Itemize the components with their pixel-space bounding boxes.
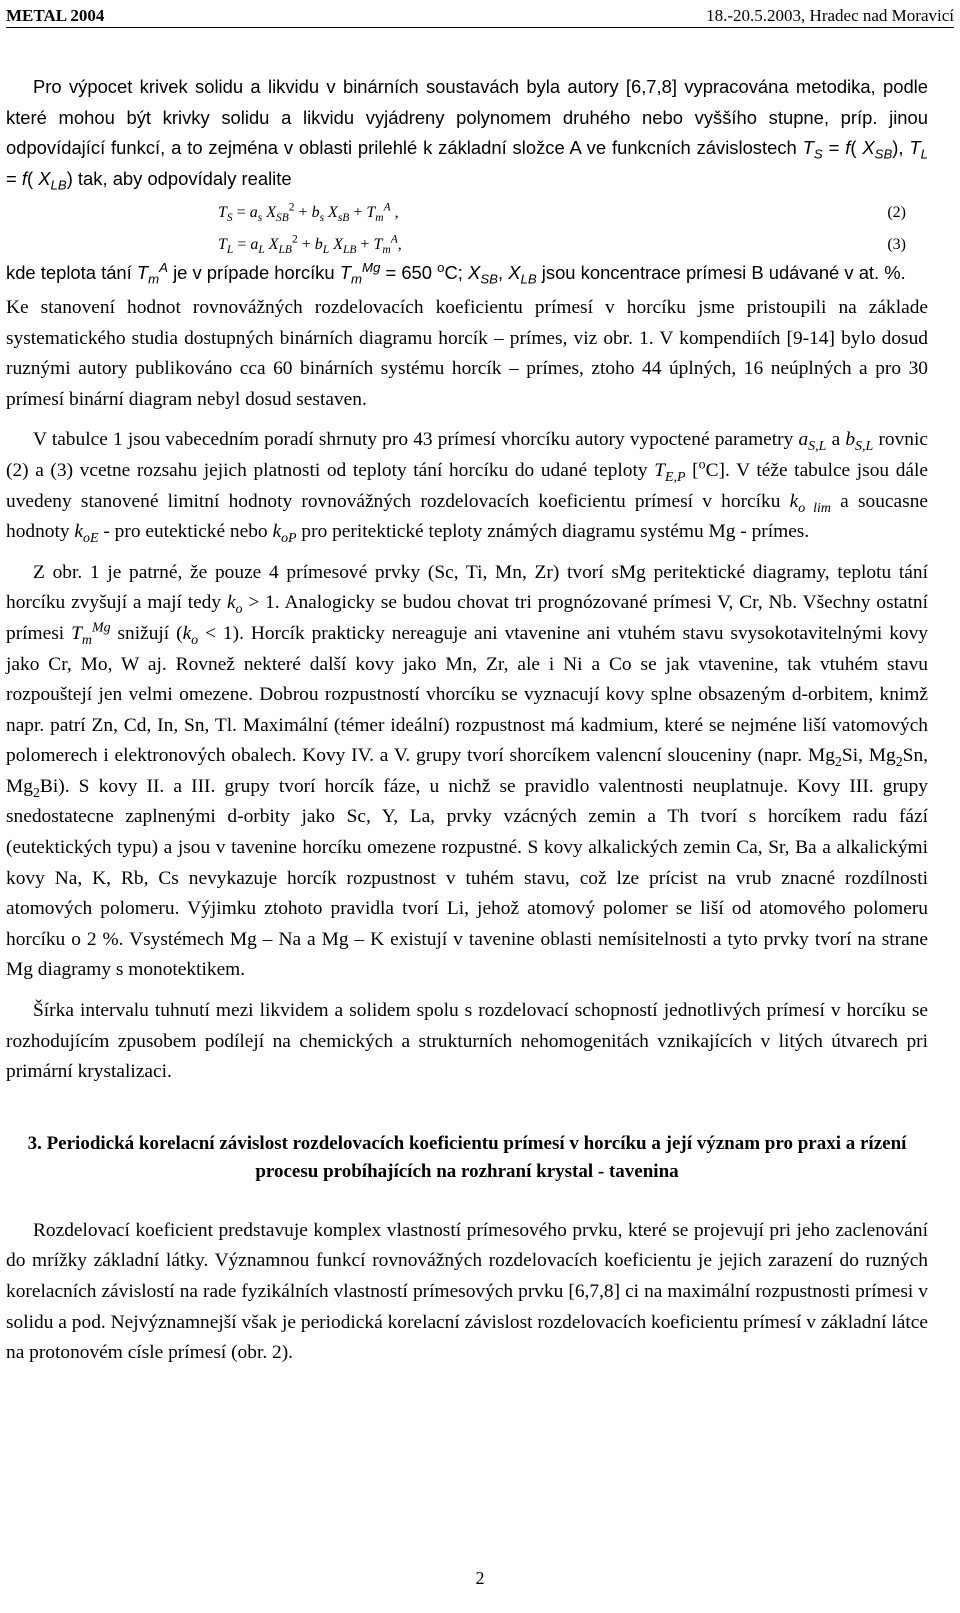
page-content (6, 72, 928, 1369)
conference-name: METAL 2004 (6, 6, 105, 25)
equation-2: $T_S = a_s$ $X_{SB}^2 + b_s$ $X_{sB} + T_m^A$ , (2) (218, 202, 906, 225)
paragraph-4: V tabulce 1 jsou vabecedním poradí shrnuty pro 43 prímesí vhorcíku autory vypoctené parametry $a_{S,L}$ a $b_{S,L}$ rovnic (2) a (3) vcetne rozsahu jejich platnosti od teploty tání horcíku do udané teploty $T_{E,P}$ [$^o$C]. V téže tabulce jsou dále uvedeny stanovené limitní hodnoty rovnovážných rozdelovacích koeficientu prímesí v horcíku $k_{o lim}$ a soucasne hodnoty $k_{oE}$ - pro eutektické nebo $k_{oP}$ pro peritektické teploty známých diagramu systému Mg - prímes. (6, 429, 929, 546)
paragraph-2: kde teplota tání $T_m^A$ je v prípade horcíku $T_m^{Mg} = 650$ $^o$C; $X_{SB}$, $X_{LB}$ jsou koncentrace prímesi B udávané v at. %. (6, 260, 906, 288)
header-rule (6, 27, 954, 28)
paragraph-1: Pro výpocet krivek solidu a likvidu v binárních soustavách byla autory [6,7,8] vypracována metodika, podle které mohou být krivky solidu a likvidu vyjádreny polynomem druhého nebo vyššího stupne, príp. jinou odpovídající funkcí, a to zejména v oblasti prilehlé k základní složce A ve funkcních závislostech $T_S = f$( $X_{SB}$), $T_L = f$( $X_{LB}$) tak, aby odpovídaly realite (6, 76, 929, 193)
paragraph-5: Z obr. 1 je patrné, že pouze 4 prímesové prvky (Sc, Ti, Mn, Zr) tvorí sMg peritektické diagramy, teplotu tání horcíku zvyšují a mají tedy $k_o > 1$. Analogicky se budou chovat tri prognózované prímesi V, Cr, Nb. Všechny ostatní prímesi $T_m^{Mg}$ snižují $(k_o < 1)$. Horcík prakticky nereaguje ani vtavenine ani vtuhém stavu svysokotavitelnými kovy jako Cr, Mo, W aj. Rovnež nekteré další kovy jako Mn, Zr, ale i Ni a Co se jak vtavenine, tak vtuhém stavu rozpouštejí jen velmi omezene. Dobrou rozpustností vhorcíku se vyznacují kovy splne obsazeným d-orbitem, knimž napr. patrí Zn, Cd, In, Sn, Tl. Maximální (témer ideální) rozpustnost má kadmium, které se nejméne liší vatomových polomerech i elektronových obalech. Kovy IV. a V. grupy tvorí shorcíkem valencní slouceniny (napr. $Mg_2Si$, $Mg_2Sn$, $Mg_2Bi$). S kovy II. a III. grupy tvorí horcík fáze, u nichž se pravidlo valentnosti neuplatnuje. Kovy III. grupy snedostatecne zaplnenými d-orbity jako Sc, Y, La, prvky vzácných zemin a Th tvorí s horcíkem radu fází (eutektických typu) a jsou v tavenine horcíku omezene rozpustné. S kovy alkalických zemin Ca, Sr, Ba a alkalickými kovy Na, K, Rb, Cs nevykazuje horcík rozpustnost v tuhém stavu, což lze prícist na vrub znacné rozdílnosti atomových polomeru. Výjimku ztohoto pravidla tvorí Li, jehož atomový polomer se liší od atomového polomeru horcíku o 2 %. Vsystémech Mg – Na a Mg – K existují v tavenine oblasti nemísitelnosti a tyto prvky tvorí na strane Mg diagramy s monotektikem. (6, 561, 928, 981)
paragraph-6: Šírka intervalu tuhnutí mezi likvidem a solidem spolu s rozdelovací schopností jednotlivých prímesí v horcíku se rozhodujícím zpusobem podílejí na chemických a strukturních nehomogenitách vznikajících v litých útvarech pri primární krystalizaci. (6, 1000, 928, 1083)
paragraph-7: Rozdelovací koeficient predstavuje komplex vlastností prímesového prvku, které se projevují pri jeho zaclenování do mrížky základní látky. Významnou funkcí rovnovážných rozdelovacích koeficientu je jejich zarazení do ruzných korelacních závislostí na rade fyzikálních vlastností prímesových prvku [6,7,8] ci na maximální rozpustnosti prímesi v solidu a pod. Nejvýznamnejší však je periodická korelacní závislost rozdelovacích koeficientu prímesí v základní látce na protonovém císle prímesí (obr. 2). (6, 1219, 928, 1364)
conference-date-place: 18.-20.5.2003, Hradec nad Moravicí (706, 6, 954, 25)
page-number: 2 (475, 1568, 485, 1588)
paragraph-3: Ke stanovení hodnot rovnovážných rozdelovacích koeficientu prímesí v horcíku jsme pristoupili na základe systematického studia dostupných binárních diagramu horcík – prímes, viz obr. 1. V kompendiích [9-14] bylo dosud ruznými autory publikováno cca 60 binárních systému horcík – prímes, ztoho 44 úplných, 16 neúplných a pro 30 prímesí binární diagram nebyl dosud sestaven. (6, 296, 928, 410)
section-heading: 3. Periodická korelacní závislost rozdelovacích koeficientu prímesí v horcíku a její význam pro praxi a rízení procesu probíhajících na rozhraní krystal - tavenina (27, 1132, 907, 1182)
equation-3: $T_L = a_L$ $X_{LB}^2 + b_L$ $X_{LB} + T_m^A$, (3) (218, 234, 906, 257)
